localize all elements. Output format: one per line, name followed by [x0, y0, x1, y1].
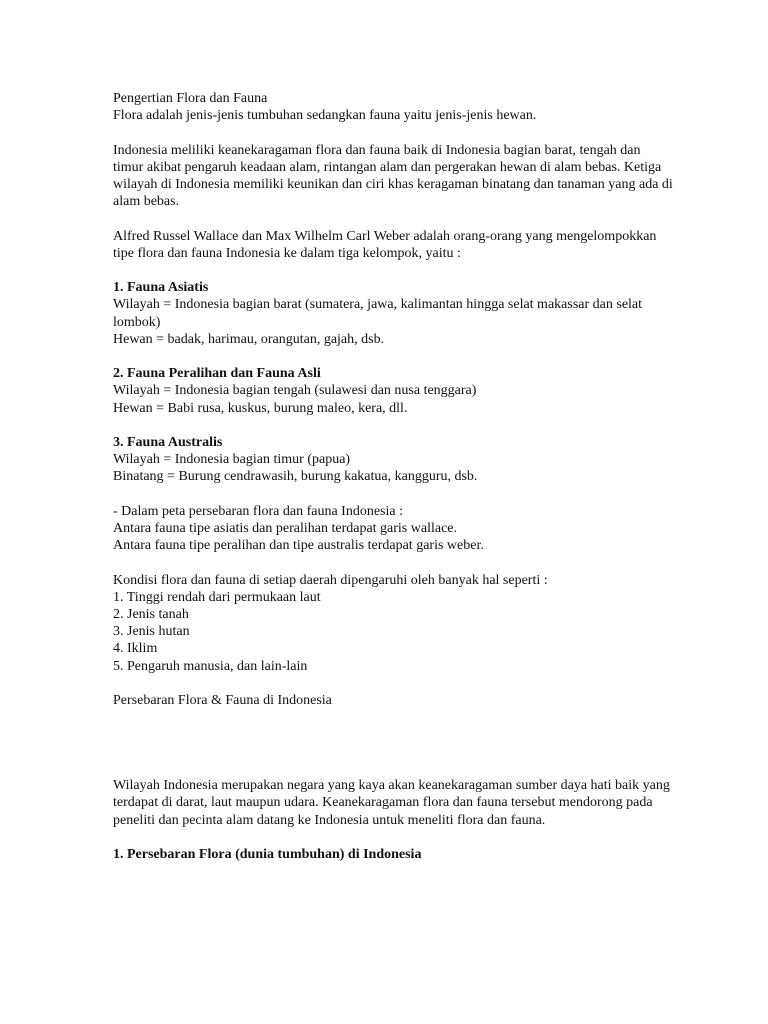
document-page [113, 90, 673, 863]
conditions-intro: Kondisi flora dan fauna di setiap daerah dipengaruhi oleh banyak hal seperti : [113, 572, 548, 588]
list-item: 4. Iklim [113, 641, 158, 657]
section-line: Binatang = Burung cendrawasih, burung kakatua, kangguru, dsb. [113, 469, 478, 485]
list-item: 5. Pengaruh manusia, dan lain-lain [113, 658, 308, 674]
persebaran-title: Persebaran Flora & Fauna di Indonesia [113, 692, 332, 708]
page-title: Pengertian Flora dan Fauna [113, 91, 268, 106]
section-fauna-australis [113, 434, 673, 486]
intro-paragraph: Indonesia meliliki keanekaragaman flora dan fauna baik di Indonesia bagian barat, tengah dan timur akibat pengaruh keadaan alam, rintangan alam dan pergerakan hewan di alam bebas. Ketiga wilayah di Indonesia memiliki keunikan dan ciri khas keragaman binatang dan tanaman yang ada di alam bebas. [113, 142, 673, 210]
map-note-line: - Dalam peta persebaran flora dan fauna Indonesia : [113, 503, 403, 519]
list-item: 3. Jenis hutan [113, 624, 190, 640]
list-item: 2. Jenis tanah [113, 606, 189, 622]
section-fauna-peralihan [113, 365, 673, 417]
conditions-list [113, 589, 673, 675]
conditions-block [113, 572, 673, 675]
section-fauna-asiatis [113, 279, 673, 348]
section-heading: 3. Fauna Australis [113, 434, 223, 450]
wallace-paragraph: Alfred Russel Wallace dan Max Wilhelm Carl Weber adalah orang-orang yang mengelompokkan tipe flora dan fauna Indonesia ke dalam tiga kelompok, yaitu : [113, 228, 657, 261]
section-line: Wilayah = Indonesia bagian barat (sumatera, jawa, kalimantan hingga selat makassar dan selat lombok) [113, 297, 643, 330]
persebaran-paragraph: Wilayah Indonesia merupakan negara yang kaya akan keanekaragaman sumber daya hati baik yang terdapat di darat, laut maupun udara. Keanekaragaman flora dan fauna tersebut mendorong pada peneliti dan pecinta alam datang ke Indonesia untuk meneliti flora dan fauna. [113, 778, 670, 828]
definition-text: Flora adalah jenis-jenis tumbuhan sedangkan fauna yaitu jenis-jenis hewan. [113, 108, 537, 124]
list-item: 1. Tinggi rendah dari permukaan laut [113, 589, 321, 605]
map-notes [113, 503, 673, 555]
map-note-line: Antara fauna tipe peralihan dan tipe australis terdapat garis weber. [113, 538, 484, 554]
section-line: Wilayah = Indonesia bagian timur (papua) [113, 452, 351, 468]
section-line: Hewan = Babi rusa, kuskus, burung maleo, kera, dll. [113, 400, 408, 416]
map-note-line: Antara fauna tipe asiatis dan peralihan terdapat garis wallace. [113, 520, 458, 536]
section-line: Hewan = badak, harimau, orangutan, gajah, dsb. [113, 331, 385, 347]
persebaran-flora-heading: 1. Persebaran Flora (dunia tumbuhan) di Indonesia [113, 846, 422, 862]
section-heading: 1. Fauna Asiatis [113, 280, 209, 296]
section-heading: 2. Fauna Peralihan dan Fauna Asli [113, 366, 321, 382]
section-line: Wilayah = Indonesia bagian tengah (sulawesi dan nusa tenggara) [113, 383, 477, 399]
